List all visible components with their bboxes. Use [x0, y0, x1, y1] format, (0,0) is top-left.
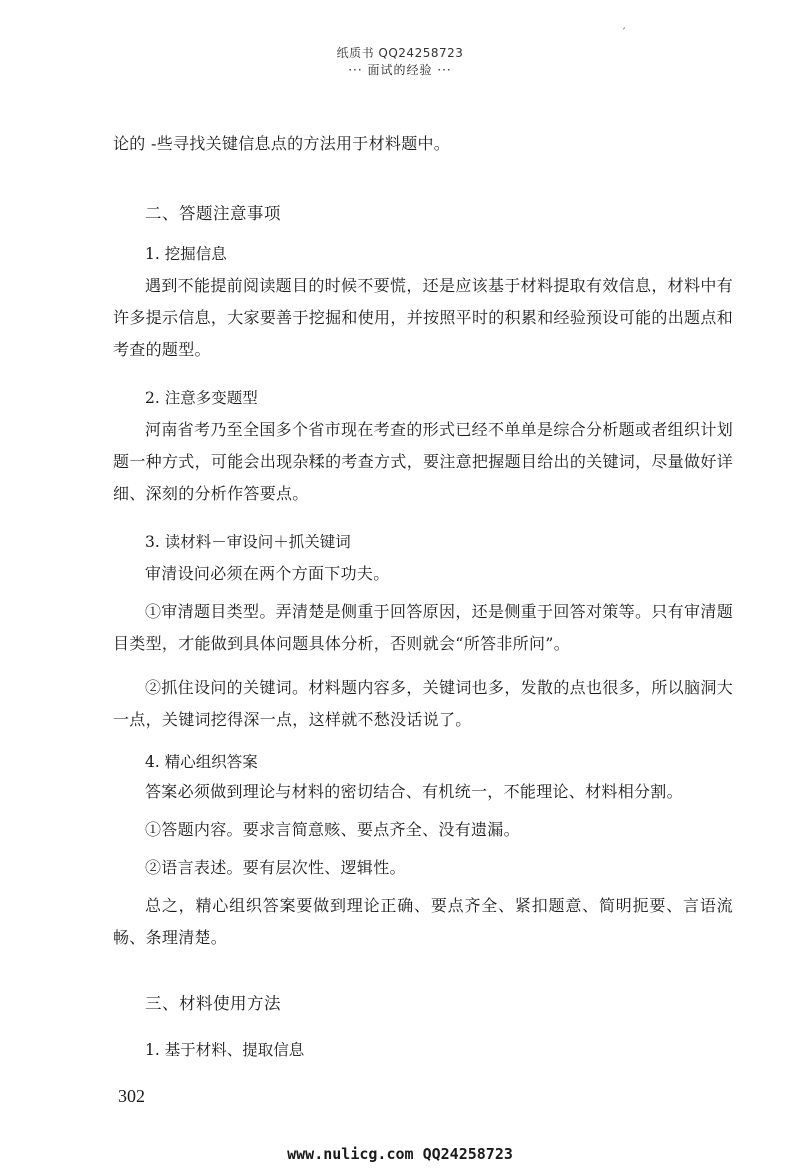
subheading-1: 1. 挖掘信息: [145, 245, 227, 263]
subheading-3: 3. 读材料－审设问＋抓关键词: [145, 533, 351, 551]
paragraph: 审清设问必须在两个方面下功夫。: [145, 564, 390, 583]
intro-paragraph: 论的 -些寻找关键信息点的方法用于材料题中。: [113, 134, 451, 153]
running-header-section: ··· 面试的经验 ···: [348, 63, 452, 77]
page-number: 302: [118, 1086, 145, 1106]
paragraph: 答案必须做到理论与材料的密切结合、有机统一，不能理论、材料相分割。: [145, 782, 683, 801]
paragraph: 总之，精心组织答案要做到理论正确、要点齐全、紧扣题意、简明扼要、言语流畅、条理清楚。: [113, 896, 733, 947]
paragraph: 遇到不能提前阅读题目的时候不要慌，还是应该基于材料提取有效信息，材料中有许多提示信息，大家要善于挖掘和使用，并按照平时的积累和经验预设可能的出题点和考查的题型。: [113, 276, 733, 359]
paragraph: ②抓住设问的关键词。材料题内容多，关键词也多，发散的点也很多，所以脑洞大一点，关键词挖得深一点，这样就不愁没话说了。: [113, 678, 733, 729]
subheading-4: 4. 精心组织答案: [145, 753, 258, 771]
running-header-publisher: 纸质书 QQ24258723: [336, 46, 464, 60]
paragraph: ②语言表述。要有层次性、逻辑性。: [145, 858, 406, 877]
subheading-3-1: 1. 基于材料、提取信息: [145, 1041, 305, 1059]
corner-mark: ˊ: [621, 28, 626, 39]
section-heading-3: 三、材料使用方法: [145, 994, 281, 1013]
footer-watermark: www.nulicg.com QQ24258723: [287, 1145, 513, 1163]
paragraph: ①答题内容。要求言简意赅、要点齐全、没有遗漏。: [145, 820, 520, 839]
paragraph: 河南省考乃至全国多个省市现在考查的形式已经不单单是综合分析题或者组织计划题一种方式，可能会出现杂糅的考查方式，要注意把握题目给出的关键词，尽量做好详细、深刻的分析作答要点。: [113, 420, 733, 503]
paragraph: ①审清题目类型。弄清楚是侧重于回答原因，还是侧重于回答对策等。只有审清题目类型，才能做到具体问题具体分析，否则就会“所答非所问”。: [113, 602, 733, 653]
subheading-2: 2. 注意多变题型: [145, 389, 258, 407]
section-heading-2: 二、答题注意事项: [145, 204, 281, 223]
